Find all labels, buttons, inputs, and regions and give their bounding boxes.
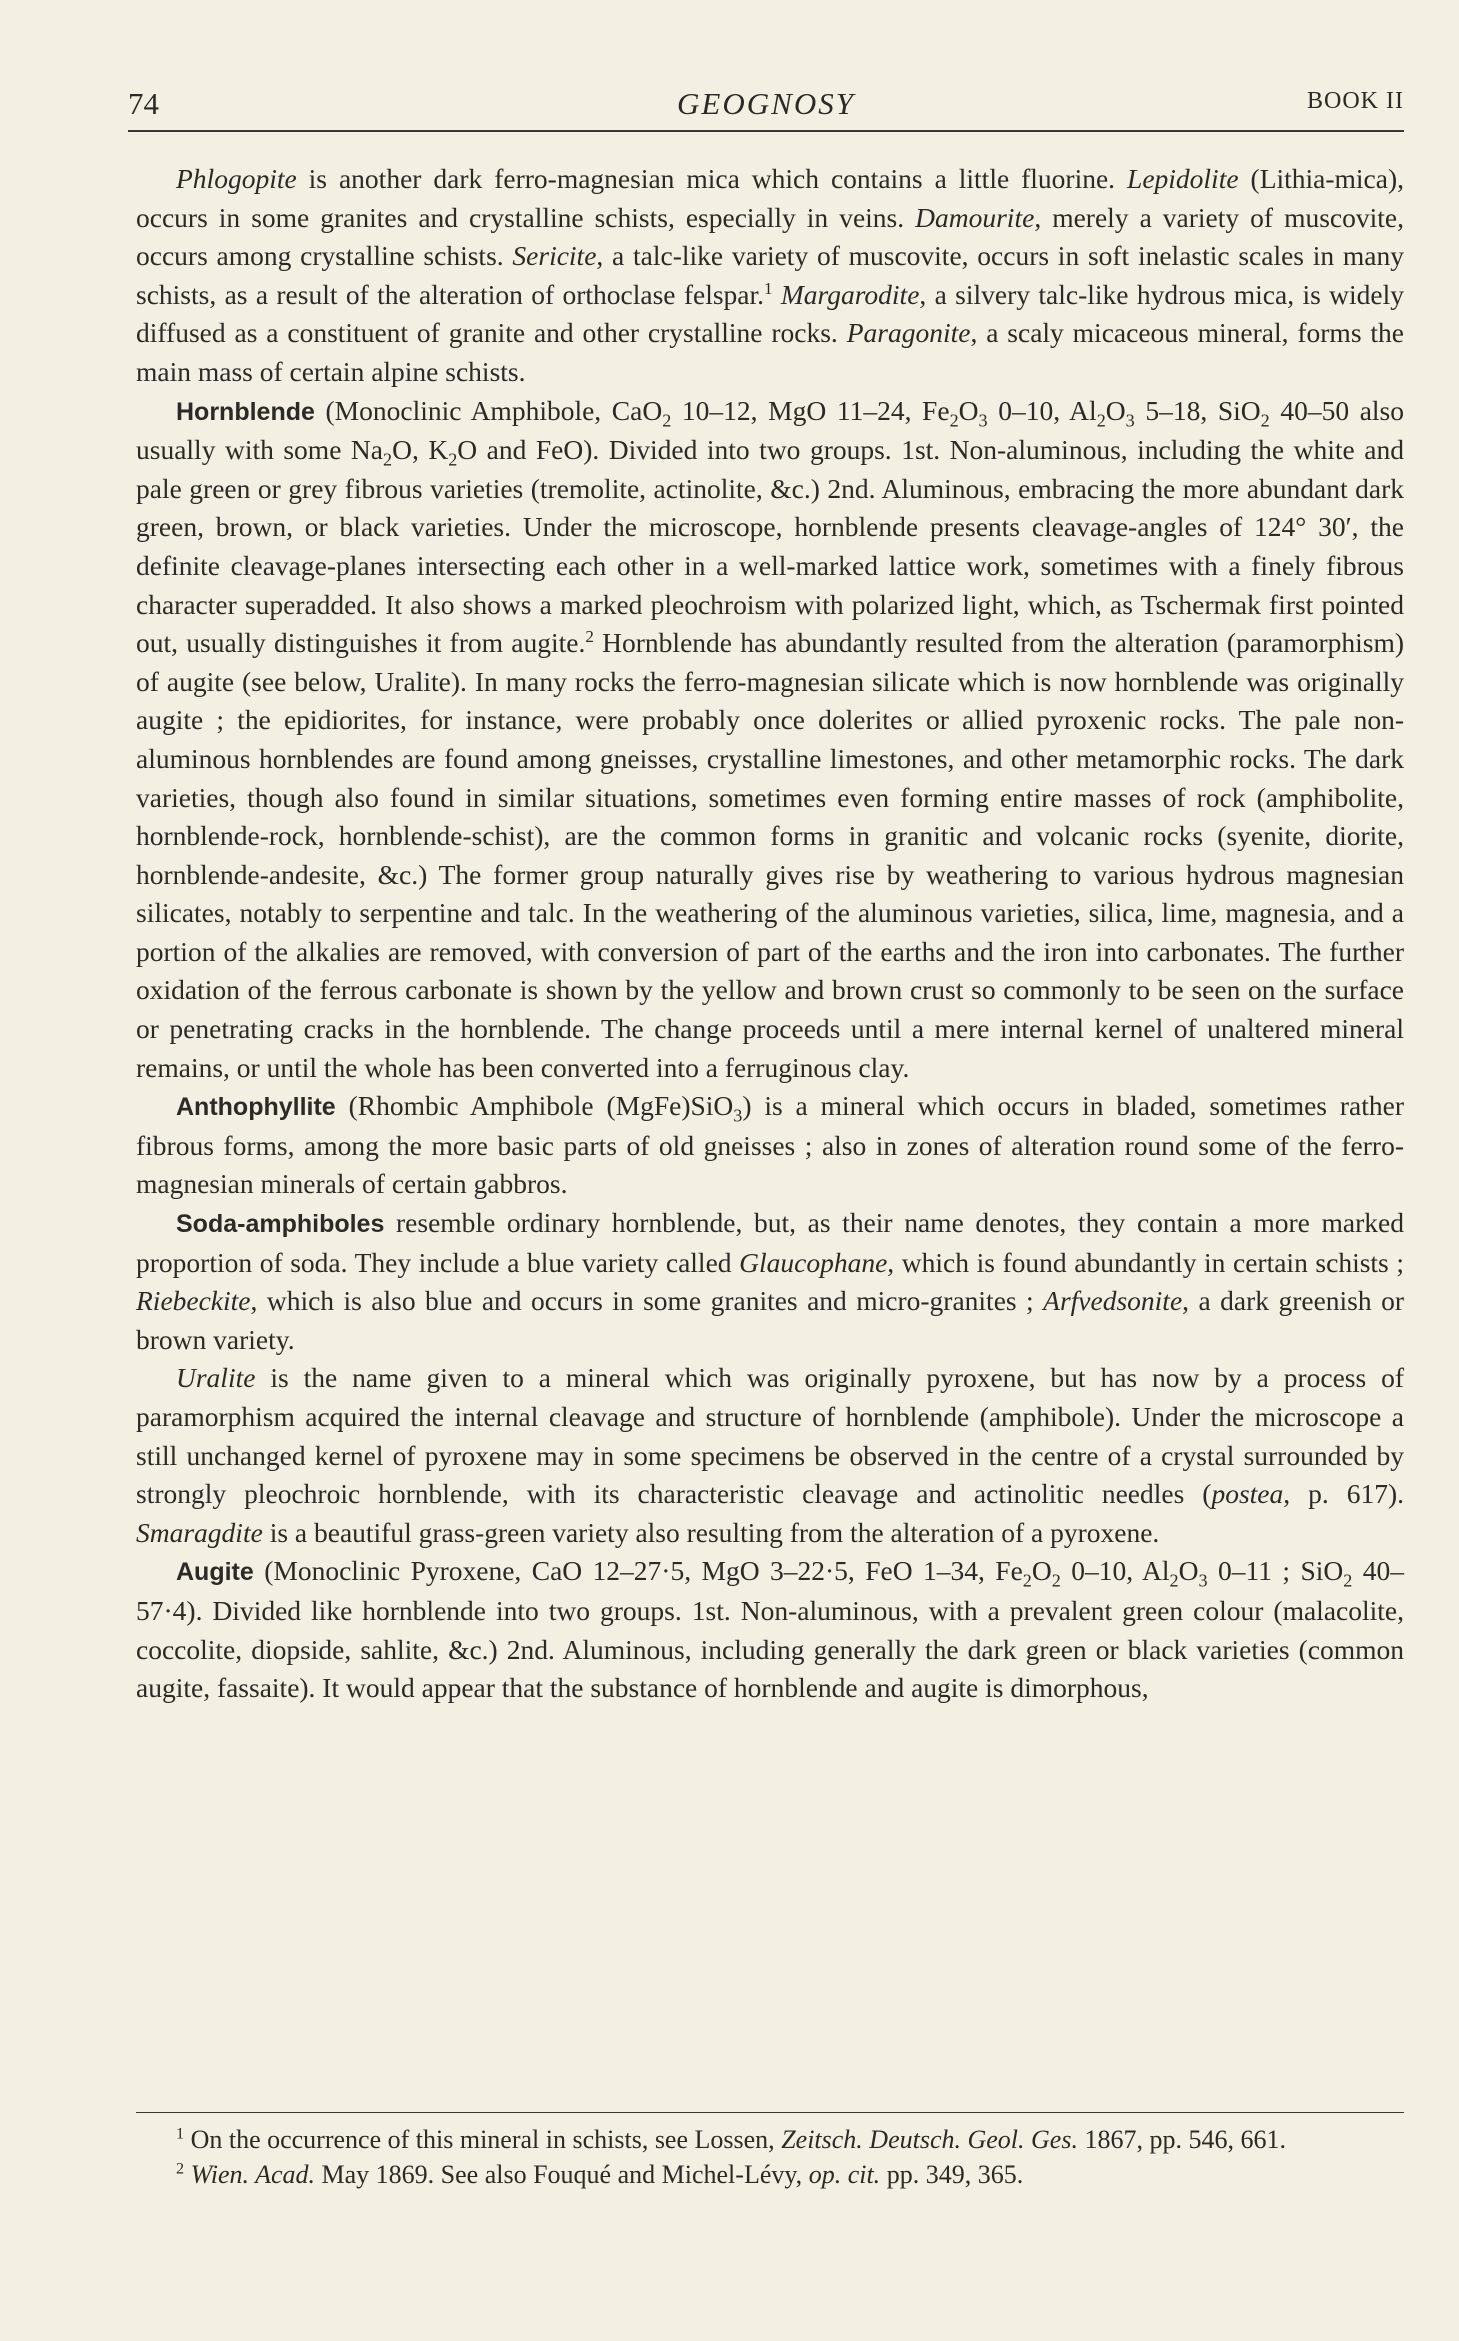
italic-term: op. cit. bbox=[808, 2160, 881, 2189]
italic-term: Glaucophane bbox=[739, 1246, 888, 1278]
subscript: 2 bbox=[1169, 1570, 1179, 1591]
italic-term: Paragonite bbox=[846, 317, 971, 349]
subscript: 2 bbox=[949, 410, 959, 431]
italic-term: Phlogopite bbox=[176, 163, 297, 194]
running-title: GEOGNOSY bbox=[677, 86, 855, 121]
paragraph-uralite: Uralite is the name given to a mineral which was originally pyroxene, but has now by a process of paramorphism acquired the internal cleavage and structure of hornblende (amphibole). Under the microscope a still unchanged kernel of pyroxene may in some specimens be observed in the centre of a crystal surrounded by strongly pleochroic hornblende, with its characteristic cleavage and actinolitic needles (postea, p. 617). Smaragdite is a beautiful grass-green variety also resulting from the alteration of a pyroxene. bbox=[136, 1362, 1404, 1548]
paragraph-soda-amphiboles: Soda-amphiboles resemble ordinary hornblende, but, as their name denotes, they contain a more marked proportion of soda. They include a blue variety called Glaucophane, which is found abundantly in certain schists ; Riebeckite, which is also blue and occurs in some granites and micro-granites ; Arfvedsonite, a dark greenish or brown variety. bbox=[136, 1207, 1404, 1355]
paragraph-hornblende: Hornblende (Monoclinic Amphibole, CaO$_2$ 10–12, MgO 11–24, $Fe_2O_3$ 0–10, $Al_2O_3$ 5–18, SiO$_2$ 40–50 also usually with some $Na_2O$, $K_2O$ and FeO). Divided into two groups. 1st. Non-aluminous, including the white and pale green or grey fibrous varieties (tremolite, actinolite, &c.) 2nd. Aluminous, embracing the more abundant dark green, brown, or black varieties. Under the microscope, hornblende presents cleavage-angles of 124° 30′, the definite cleavage-planes intersecting each other in a well-marked lattice work, sometimes with a finely fibrous character superadded. It also shows a marked pleochroism with polarized light, which, as Tschermak first pointed out, usually distinguishes it from augite.$^2$ Hornblende has abundantly resulted from the alteration (paramorphism) of augite (see below, Uralite). In many rocks the ferro-magnesian silicate which is now hornblende was originally augite ; the epidiorites, for instance, were probably once dolerites or allied pyroxenic rocks. The pale non-aluminous hornblendes are found among gneisses, crystalline limestones, and other metamorphic rocks. The dark varieties, though also found in similar situations, sometimes even forming entire masses of rock (amphibolite, hornblende-rock, hornblende-schist), are the common forms in granitic and volcanic rocks (syenite, diorite, hornblende-andesite, &c.) The former group naturally gives rise by weathering to various hydrous magnesian silicates, notably to serpentine and talc. In the weathering of the aluminous varieties, silica, lime, magnesia, and a portion of the alkalies are removed, with conversion of part of the earths and the iron into carbonates. The further oxidation of the ferrous carbonate is shown by the yellow and brown crust so commonly to be seen on the surface or penetrating cracks in the hornblende. The change proceeds until a mere internal kernel of unaltered mineral remains, or until the whole has been converted into a ferruginous clay. bbox=[136, 394, 1404, 1083]
footnote-2: $^2$ Wien. Acad. May 1869. See also Fouqué and Michel-Lévy, op. cit. pp. 349, 365. bbox=[176, 2160, 1024, 2189]
footnote-marker: 2 bbox=[176, 2160, 185, 2178]
subscript: 2 bbox=[448, 449, 458, 470]
subscript: 2 bbox=[1260, 410, 1270, 431]
subscript: 2 bbox=[383, 449, 393, 470]
subscript: 3 bbox=[733, 1105, 743, 1126]
italic-term: Lepidolite bbox=[1127, 163, 1239, 194]
paragraph-augite: Augite (Monoclinic Pyroxene, CaO 12–27·5, MgO 3–22·5, FeO 1–34, $Fe_2O_2$ 0–10, $Al_2O_3$ 0–11 ; SiO$_2$ 40–57·4). Divided like hornblende into two groups. 1st. Non-aluminous, with a prevalent green colour (malacolite, coccolite, diopside, sahlite, &c.) 2nd. Aluminous, including generally the dark green or black varieties (common augite, fassaite). It would appear that the substance of hornblende and augite is dimorphous, bbox=[136, 1555, 1405, 1704]
subscript: 2 bbox=[1343, 1570, 1353, 1591]
subscript: 3 bbox=[1198, 1570, 1208, 1591]
italic-term: Zeitsch. Deutsch. Geol. Ges. bbox=[781, 2125, 1078, 2154]
page-number: 74 bbox=[128, 86, 159, 121]
mineral-heading: Anthophyllite bbox=[176, 1093, 336, 1122]
italic-term: Sericite bbox=[512, 240, 597, 272]
italic-term: Damourite bbox=[915, 201, 1035, 233]
italic-term: Margarodite bbox=[780, 278, 920, 310]
footnote-marker: 1 bbox=[176, 2125, 185, 2143]
italic-term: Wien. Acad. bbox=[190, 2160, 316, 2189]
page-header bbox=[128, 84, 1404, 132]
subscript: 2 bbox=[662, 410, 672, 431]
italic-term: postea bbox=[1211, 1478, 1284, 1510]
subscript: 2 bbox=[1051, 1570, 1061, 1591]
footnote-marker: 1 bbox=[764, 278, 773, 298]
subscript: 2 bbox=[1096, 410, 1106, 431]
subscript: 3 bbox=[1125, 410, 1135, 431]
mineral-heading: Soda-amphiboles bbox=[176, 1210, 385, 1239]
mineral-heading: Hornblende bbox=[176, 397, 315, 426]
subscript: 3 bbox=[978, 410, 988, 431]
subscript: 2 bbox=[1022, 1570, 1032, 1591]
italic-term: Uralite bbox=[176, 1362, 256, 1394]
footnote-rule bbox=[136, 2112, 1404, 2113]
mineral-heading: Augite bbox=[176, 1558, 254, 1587]
italic-term: Smaragdite bbox=[136, 1516, 263, 1548]
paragraph-anthophyllite: Anthophyllite (Rhombic Amphibole (MgFe)SiO$_3$) is a mineral which occurs in bladed, sometimes rather fibrous forms, among the more basic parts of old gneisses ; also in zones of alteration round some of the ferro-magnesian minerals of certain gabbros. bbox=[136, 1090, 1404, 1200]
footnotes bbox=[136, 2122, 1404, 2192]
book-label: BOOK II bbox=[1307, 88, 1404, 114]
paragraph-micas: Phlogopite is another dark ferro-magnesian mica which contains a little fluorine. Lepidolite (Lithia-mica), occurs in some granites and crystalline schists, especially in veins. Damourite, merely a variety of muscovite, occurs among crystalline schists. Sericite, a talc-like variety of muscovite, occurs in soft inelastic scales in many schists, as a result of the alteration of orthoclase felspar.$^1$ Margarodite, a silvery talc-like hydrous mica, is widely diffused as a constituent of granite and other crystalline rocks. Paragonite, a scaly micaceous mineral, forms the main mass of certain alpine schists. bbox=[136, 163, 1405, 387]
body-text bbox=[136, 160, 1404, 1708]
footnote-1: $^1$ On the occurrence of this mineral in schists, see Lossen, Zeitsch. Deutsch. Geol. Ges. 1867, pp. 546, 661. bbox=[176, 2125, 1286, 2154]
italic-term: Riebeckite bbox=[136, 1285, 251, 1317]
footnote-marker: 2 bbox=[585, 626, 594, 646]
italic-term: Arfvedsonite bbox=[1043, 1285, 1183, 1317]
